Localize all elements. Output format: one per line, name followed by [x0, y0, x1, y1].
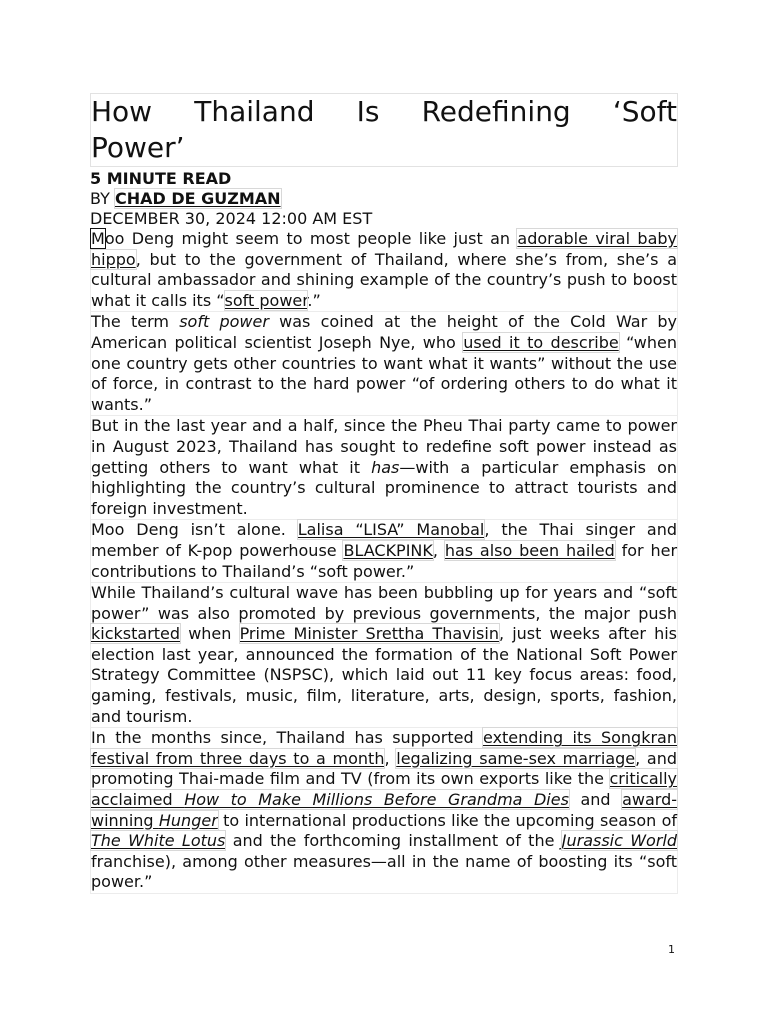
text: ,: [432, 540, 445, 560]
text: , just weeks after his election last year, announced the formation of the National Soft Power Strategy Committee (NSPSC), which laid out 11 key focus areas: food, gaming, festivals, music, film, literature, arts, design, sports, fashion, and tourism.: [91, 624, 677, 726]
paragraph-4: [90, 520, 678, 583]
link-white-lotus[interactable]: [91, 831, 225, 850]
link-title: How to Make Millions Before Grandma Dies: [184, 790, 569, 810]
text: and: [568, 790, 623, 810]
article-title: [90, 93, 678, 167]
article: [90, 93, 678, 894]
text: ,: [384, 748, 397, 768]
link-prime-minister[interactable]: Prime Minister Srettha Thavisin: [239, 624, 499, 644]
text: .”: [307, 290, 321, 310]
text: franchise), among other measures—all in the name of boosting its “soft power.”: [91, 851, 677, 892]
author-link[interactable]: CHAD DE GUZMAN: [114, 189, 281, 208]
title-line-1: How Thailand Is Redefining ‘Soft: [91, 95, 677, 128]
text: , and promoting Thai-made film and TV (from its own exports like the: [91, 748, 678, 789]
link-text: award-winning: [91, 790, 677, 830]
title-line-2: Power’: [91, 131, 185, 164]
text: —with a particular emphasis on highlighting the country’s cultural prominence to attract tourists and foreign investment.: [91, 457, 677, 518]
paragraph-1: [90, 229, 678, 312]
publish-date: DECEMBER 30, 2024 12:00 AM EST: [90, 209, 373, 228]
paragraph-3: [90, 416, 678, 520]
link-blackpink[interactable]: BLACKPINK: [343, 540, 433, 560]
byline-prefix: BY: [90, 189, 115, 208]
link-title: The White Lotus: [91, 831, 226, 851]
text: for her contributions to Thailand’s “soft power.”: [91, 540, 678, 581]
text: , the Thai singer and member of K-pop powerhouse: [91, 520, 678, 560]
link-title: Hunger: [158, 810, 218, 830]
byline: [90, 189, 678, 209]
text: and the forthcoming installment of the: [225, 831, 562, 851]
text: “when one country gets other countries to want what it wants” without the use of force, in contrast to the hard power “of ordering others to do what it wants.”: [91, 332, 678, 414]
link-lalisa-manobal[interactable]: Lalisa “LISA” Manobal: [297, 520, 485, 540]
text: when: [180, 624, 240, 644]
text: But in the last year and a half, since the Pheu Thai party came to power in August 2023, Thailand has sought to redefine soft power instead as getting others to want what it: [91, 416, 677, 477]
link-adorable-viral-baby-hippo[interactable]: adorable viral baby hippo: [91, 229, 677, 269]
text: The term: [91, 312, 180, 332]
text: Moo Deng isn’t alone.: [91, 520, 298, 540]
link-jurassic-world[interactable]: [562, 831, 677, 850]
emphasis: soft power: [179, 312, 269, 332]
link-songkran-festival[interactable]: extending its Songkran festival from three days to a month: [91, 728, 677, 768]
drop-cap: M: [91, 229, 105, 248]
link-has-also-been-hailed[interactable]: has also been hailed: [444, 540, 615, 560]
read-time: 5 MINUTE READ: [90, 169, 232, 188]
link-text: critically acclaimed: [91, 769, 677, 810]
text: In the months since, Thailand has supported: [91, 728, 483, 748]
page-number: 1: [668, 943, 675, 956]
link-soft-power[interactable]: soft power: [224, 290, 308, 310]
text: , but to the government of Thailand, where she’s from, she’s a cultural ambassador and shining example of the country’s push to boost what it calls its “: [91, 249, 677, 310]
paragraph-2: [90, 312, 678, 416]
emphasis: has: [371, 457, 400, 477]
link-used-it-to-describe[interactable]: used it to describe: [463, 332, 619, 352]
link-kickstarted[interactable]: kickstarted: [91, 624, 181, 644]
text: to international productions like the upcoming season of: [217, 810, 677, 830]
text: was coined at the height of the Cold War by American political scientist Joseph Nye, who: [91, 312, 677, 352]
link-same-sex-marriage[interactable]: legalizing same-sex marriage: [396, 748, 636, 768]
text: While Thailand’s cultural wave has been bubbling up for years and “soft power” was also promoted by previous governments, the major push: [91, 583, 677, 623]
link-title: Jurassic World: [561, 831, 678, 851]
paragraph-6: [90, 728, 678, 894]
paragraph-5: [90, 583, 678, 728]
text: oo Deng might seem to most people like just an: [104, 229, 518, 248]
